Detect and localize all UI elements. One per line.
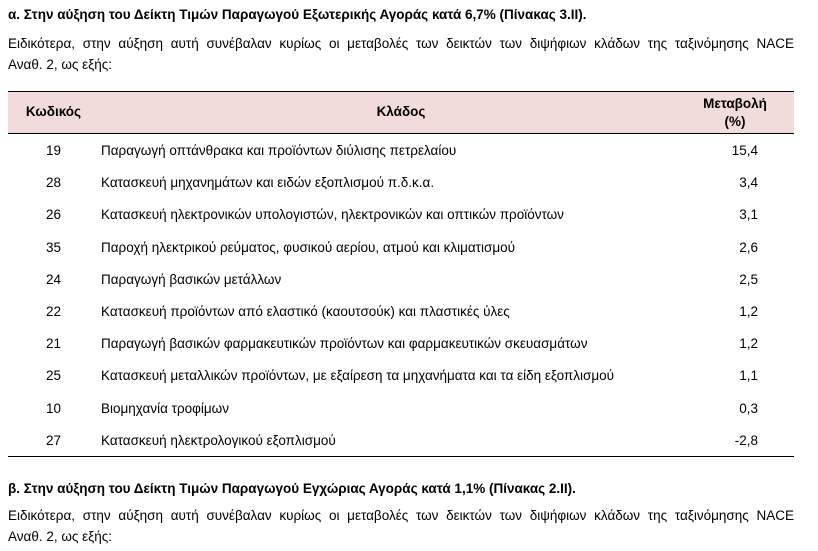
cell-branch: Παραγωγή βασικών μετάλλων xyxy=(101,271,282,287)
cell-branch: Κατασκευή ηλεκτρονικών υπολογιστών, ηλεκτρονικών και οπτικών προϊόντων xyxy=(101,207,564,223)
cell-branch: Βιομηχανία τροφίμων xyxy=(101,400,229,416)
section-a-paragraph xyxy=(8,33,794,75)
cell-change: 15,4 xyxy=(731,143,758,158)
table-row xyxy=(8,359,794,391)
cell-change: -2,8 xyxy=(734,432,758,448)
section-a-paragraph-line-2: Αναθ. 2, ως εξής: xyxy=(8,57,112,72)
cell-change: 3,1 xyxy=(739,207,758,223)
cell-branch: Παροχή ηλεκτρικού ρεύματος, φυσικού αερίου, ατμού και κλιματισμού xyxy=(101,239,516,255)
cell-branch: Παραγωγή οπτάνθρακα και προϊόντων διύλισης πετρελαίου xyxy=(101,143,457,158)
column-header-branch: Κλάδος xyxy=(376,104,426,119)
section-b-paragraph-line-1: Ειδικότερα, στην αύξηση αυτή συνέβαλαν κυρίως οι μεταβολές των δεικτών των διψήφιων κλάδων της ταξινόμησης NACE xyxy=(8,508,794,523)
table-row xyxy=(8,198,794,230)
cell-change: 2,5 xyxy=(739,271,758,287)
cell-change: 1,1 xyxy=(739,368,758,384)
section-a-paragraph-line-1: Ειδικότερα, στην αύξηση αυτή συνέβαλαν κυρίως οι μεταβολές των δεικτών των διψήφιων κλάδων της ταξινόμησης NACE xyxy=(8,36,794,51)
cell-change: 0,3 xyxy=(739,400,758,416)
cell-branch: Παραγωγή βασικών φαρμακευτικών προϊόντων και φαρμακευτικών σκευασμάτων xyxy=(101,336,588,352)
cell-code: 19 xyxy=(45,143,62,158)
cell-branch: Κατασκευή ηλεκτρολογικού εξοπλισμού xyxy=(101,432,336,448)
cell-code: 22 xyxy=(45,303,62,319)
cell-branch: Κατασκευή μηχανημάτων και ειδών εξοπλισμού π.δ.κ.α. xyxy=(101,175,435,191)
section-a-heading: α. Στην αύξηση του Δείκτη Τιμών Παραγωγού Εξωτερικής Αγοράς κατά 6,7% (Πίνακας 3.ΙΙ). xyxy=(8,7,587,22)
section-b-heading: β. Στην αύξηση του Δείκτη Τιμών Παραγωγού Εγχώριας Αγοράς κατά 1,1% (Πίνακας 2.ΙΙ). xyxy=(8,481,576,496)
table-row xyxy=(8,327,794,359)
cell-code: 25 xyxy=(45,368,62,384)
table-row xyxy=(8,392,794,424)
cell-change: 3,4 xyxy=(739,175,758,191)
column-header-code: Κωδικός xyxy=(25,104,82,119)
cell-change: 1,2 xyxy=(739,336,758,352)
table-row xyxy=(8,231,794,263)
cell-branch: Κατασκευή προϊόντων από ελαστικό (καουτσούκ) και πλαστικές ύλες xyxy=(101,303,510,319)
cell-change: 2,6 xyxy=(739,239,758,255)
cell-code: 35 xyxy=(45,239,62,255)
cell-change: 1,2 xyxy=(739,303,758,319)
cell-code: 24 xyxy=(45,271,62,287)
column-header-change xyxy=(690,95,780,131)
table-header xyxy=(8,91,794,134)
section-b-paragraph xyxy=(8,505,794,547)
cell-code: 26 xyxy=(45,207,62,223)
table-row xyxy=(8,134,794,166)
table-row xyxy=(8,295,794,327)
section-b-paragraph-line-2: Αναθ. 2, ως εξής: xyxy=(8,529,112,544)
cell-code: 27 xyxy=(45,432,62,448)
table-row xyxy=(8,424,794,456)
cell-branch: Κατασκευή μεταλλικών προϊόντων, με εξαίρεση τα μηχανήματα και τα είδη εξοπλισμού xyxy=(101,368,614,384)
column-header-change-line-1: Μεταβολή xyxy=(703,96,767,111)
column-header-change-line-2: (%) xyxy=(724,114,746,129)
table-body xyxy=(8,134,794,457)
cell-code: 21 xyxy=(45,336,62,352)
cell-code: 28 xyxy=(45,175,62,191)
table-row xyxy=(8,166,794,198)
table-row xyxy=(8,263,794,295)
cell-code: 10 xyxy=(45,400,62,416)
